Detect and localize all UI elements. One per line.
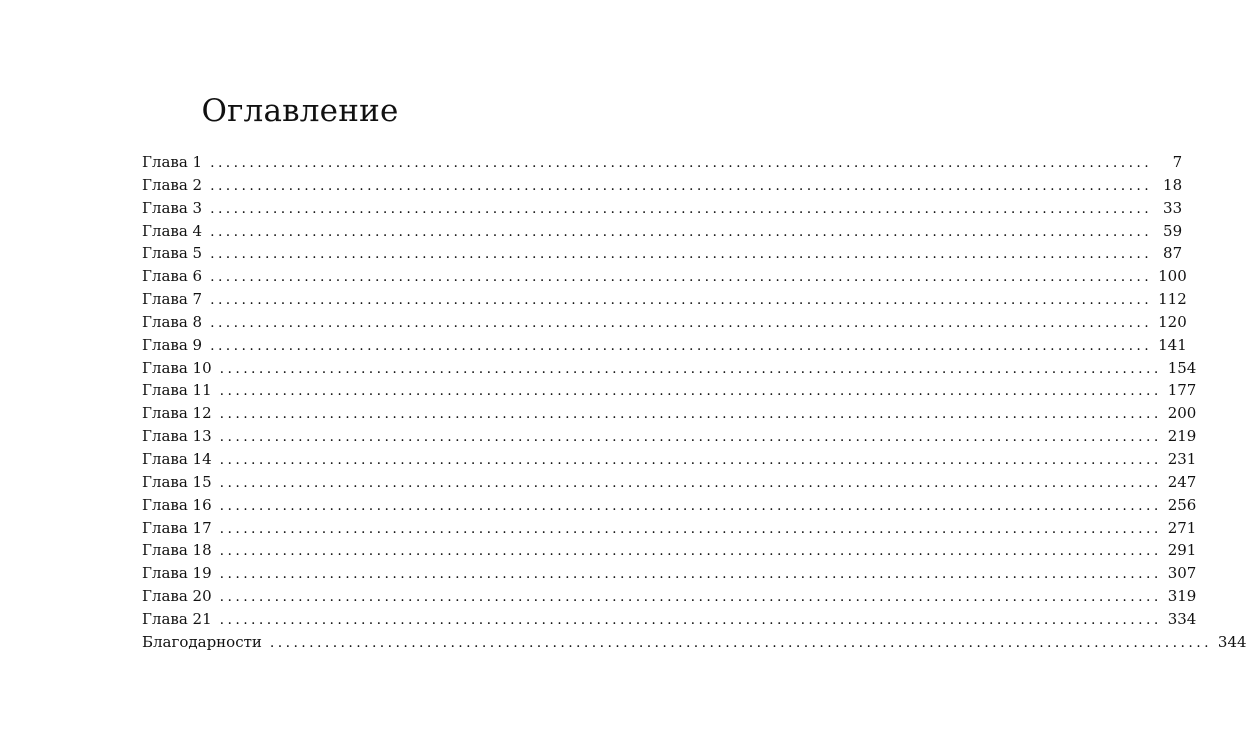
dot-leader: ........................................................................................................................ bbox=[210, 223, 1153, 240]
toc-entry[interactable] bbox=[142, 379, 1197, 402]
toc-entry[interactable] bbox=[142, 402, 1197, 425]
toc-entry-label: Глава 17 bbox=[142, 518, 212, 537]
toc-entry[interactable] bbox=[142, 585, 1197, 608]
toc-entry[interactable] bbox=[142, 265, 1187, 288]
toc-entry-label: Глава 15 bbox=[142, 472, 212, 491]
dot-leader: ........................................................................................................................ bbox=[219, 429, 1162, 446]
toc-entry[interactable] bbox=[142, 311, 1187, 334]
toc-entry[interactable] bbox=[142, 471, 1197, 494]
dot-leader: ........................................................................................................................ bbox=[219, 383, 1162, 400]
toc-entry[interactable] bbox=[142, 539, 1197, 562]
dot-leader: ........................................................................................................................ bbox=[210, 246, 1153, 263]
toc-entry[interactable] bbox=[142, 608, 1197, 631]
toc-entry[interactable] bbox=[142, 357, 1197, 380]
dot-leader: ........................................................................................................................ bbox=[219, 566, 1162, 583]
toc-entry-page-number: 7 bbox=[1172, 153, 1183, 171]
toc-entry[interactable] bbox=[142, 197, 1183, 220]
toc-entry-page-number: 141 bbox=[1158, 335, 1187, 354]
dot-leader: ........................................................................................................................ bbox=[219, 474, 1162, 491]
toc-entry-label: Глава 21 bbox=[142, 609, 212, 628]
dot-leader: ........................................................................................................................ bbox=[210, 292, 1153, 309]
toc-entry-label: Благодарности bbox=[142, 632, 262, 651]
dot-leader: ........................................................................................................................ bbox=[219, 406, 1162, 423]
dot-leader: ........................................................................................................................ bbox=[210, 314, 1153, 331]
toc-entry-page-number: 112 bbox=[1158, 290, 1187, 309]
dot-leader: ........................................................................................................................ bbox=[210, 177, 1153, 194]
page-title: Оглавление bbox=[201, 92, 399, 129]
toc-entry-page-number: 231 bbox=[1167, 449, 1197, 468]
toc-entry-page-number: 200 bbox=[1167, 404, 1197, 423]
toc-entry-label: Глава 19 bbox=[142, 564, 212, 583]
toc-entry-label: Глава 14 bbox=[142, 449, 212, 468]
table-of-contents bbox=[142, 151, 1247, 654]
toc-entry-page-number: 33 bbox=[1163, 198, 1183, 217]
toc-entry[interactable] bbox=[142, 562, 1197, 585]
toc-entry-label: Глава 12 bbox=[142, 404, 212, 423]
toc-entry-page-number: 59 bbox=[1163, 221, 1183, 240]
toc-entry-label: Глава 8 bbox=[142, 312, 203, 331]
toc-entry-label: Глава 11 bbox=[142, 381, 212, 400]
dot-leader: ........................................................................................................................ bbox=[210, 155, 1153, 171]
dot-leader: ........................................................................................................................ bbox=[219, 611, 1162, 628]
toc-entry[interactable] bbox=[142, 288, 1187, 311]
toc-entry-label: Глава 6 bbox=[142, 267, 203, 286]
toc-entry-label: Глава 5 bbox=[142, 244, 203, 263]
toc-entry-page-number: 271 bbox=[1167, 518, 1197, 537]
toc-entry-page-number: 319 bbox=[1167, 587, 1197, 606]
dot-leader: ........................................................................................................................ bbox=[210, 200, 1153, 217]
toc-entry-page-number: 307 bbox=[1167, 564, 1197, 583]
toc-entry[interactable] bbox=[142, 174, 1183, 197]
dot-leader: ........................................................................................................................ bbox=[219, 360, 1162, 377]
toc-entry-page-number: 87 bbox=[1163, 244, 1183, 263]
toc-entry-label: Глава 7 bbox=[142, 290, 203, 309]
toc-entry-label: Глава 3 bbox=[142, 198, 203, 217]
toc-entry[interactable] bbox=[142, 425, 1197, 448]
toc-entry[interactable] bbox=[142, 517, 1197, 540]
toc-entry[interactable] bbox=[142, 494, 1197, 517]
toc-entry[interactable] bbox=[142, 151, 1183, 174]
toc-entry-label: Глава 2 bbox=[142, 175, 203, 194]
toc-entry[interactable] bbox=[142, 334, 1187, 357]
dot-leader: ........................................................................................................................ bbox=[210, 269, 1153, 286]
toc-entry[interactable] bbox=[142, 631, 1247, 654]
toc-entry-label: Глава 18 bbox=[142, 541, 212, 560]
toc-entry-page-number: 247 bbox=[1167, 472, 1197, 491]
toc-entry-page-number: 18 bbox=[1163, 175, 1183, 194]
toc-entry-label: Глава 1 bbox=[142, 153, 203, 171]
dot-leader: ........................................................................................................................ bbox=[219, 451, 1162, 468]
toc-entry-label: Глава 10 bbox=[142, 358, 212, 377]
toc-entry-label: Глава 20 bbox=[142, 587, 212, 606]
toc-entry-page-number: 256 bbox=[1167, 495, 1197, 514]
dot-leader: ........................................................................................................................ bbox=[210, 337, 1153, 354]
dot-leader: ........................................................................................................................ bbox=[219, 543, 1162, 560]
dot-leader: ........................................................................................................................ bbox=[219, 520, 1162, 537]
toc-entry[interactable] bbox=[142, 220, 1183, 243]
toc-entry-label: Глава 4 bbox=[142, 221, 203, 240]
toc-entry-label: Глава 9 bbox=[142, 335, 203, 354]
toc-entry-page-number: 154 bbox=[1167, 358, 1197, 377]
toc-entry-page-number: 334 bbox=[1167, 609, 1197, 628]
dot-leader: ........................................................................................................................ bbox=[219, 497, 1162, 514]
dot-leader: ........................................................................................................................ bbox=[219, 589, 1162, 606]
toc-entry-label: Глава 13 bbox=[142, 427, 212, 446]
toc-entry-page-number: 120 bbox=[1158, 312, 1187, 331]
toc-entry[interactable] bbox=[142, 448, 1197, 471]
dot-leader: ........................................................................................................................ bbox=[269, 634, 1212, 651]
toc-entry-page-number: 177 bbox=[1167, 381, 1197, 400]
toc-entry-page-number: 291 bbox=[1167, 541, 1197, 560]
toc-entry[interactable] bbox=[142, 242, 1183, 265]
toc-entry-page-number: 100 bbox=[1158, 267, 1187, 286]
toc-entry-page-number: 344 bbox=[1217, 632, 1247, 651]
toc-entry-page-number: 219 bbox=[1167, 427, 1197, 446]
toc-entry-label: Глава 16 bbox=[142, 495, 212, 514]
